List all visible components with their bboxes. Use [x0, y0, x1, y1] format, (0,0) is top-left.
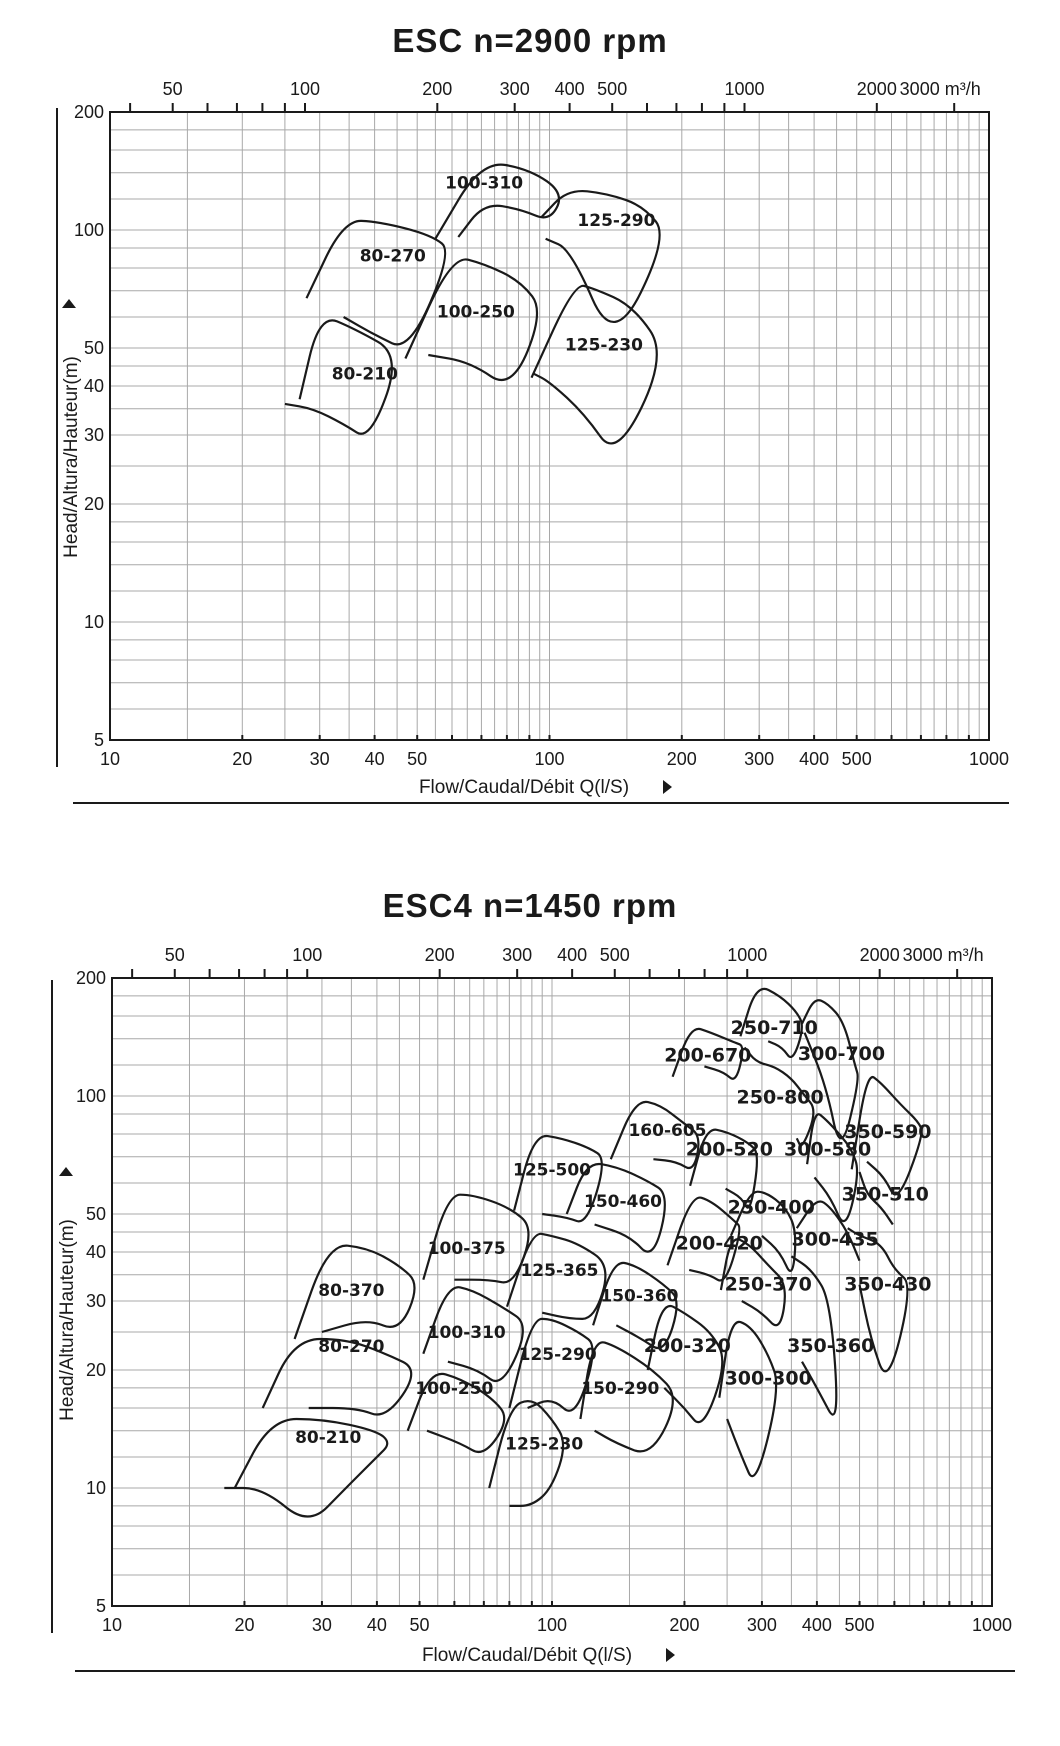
y-tick-label: 200 [73, 102, 104, 122]
x2-tick-label: 2000 [859, 945, 900, 965]
x2-tick-label: 1000 [727, 945, 768, 965]
x-tick-label: 400 [801, 1615, 832, 1635]
y-tick-label: 30 [83, 424, 104, 445]
y-tick-label: 5 [95, 1596, 106, 1616]
x-tick-label: 300 [744, 749, 775, 769]
y-tick-label: 40 [85, 1241, 106, 1262]
y-tick-label: 100 [73, 220, 104, 241]
x-tick-label: 30 [311, 1615, 332, 1635]
pump-label-200-320: 200-320 [643, 1335, 731, 1358]
x-tick-label: 300 [746, 1615, 777, 1635]
pump-label-125-290: 125-290 [577, 211, 656, 232]
y-tick-label: 100 [75, 1086, 106, 1107]
y-tick-label: 20 [85, 1359, 106, 1380]
y-tick-label: 200 [75, 968, 106, 988]
pump-label-300-580: 300-580 [783, 1138, 872, 1161]
pump-label-200-420: 200-420 [675, 1232, 763, 1255]
pump-label-125-365: 125-365 [520, 1260, 599, 1281]
pump-label-100-250: 100-250 [415, 1378, 494, 1399]
x-tick-label: 40 [366, 1615, 387, 1635]
x-tick-label: 10 [99, 749, 121, 769]
x-axis-title: Flow/Caudal/Débit Q(l/S) [418, 777, 630, 798]
x2-tick-label: 50 [164, 945, 185, 965]
pump-label-125-290: 125-290 [518, 1344, 597, 1365]
x2-tick-label: 500 [597, 79, 628, 99]
x-tick-label: 40 [364, 749, 385, 769]
chart-esc4-1450 [52, 887, 1015, 1671]
x2-tick-label: 100 [289, 79, 321, 99]
grid [110, 112, 989, 740]
x2-tick-label: 50 [162, 79, 183, 99]
x2-tick-label: 100 [292, 945, 323, 965]
pump-label-125-500: 125-500 [512, 1160, 592, 1181]
x-tick-label: 10 [101, 1615, 123, 1635]
x2-tick-label: 3000 m³/h [902, 945, 984, 965]
y-axis [76, 968, 106, 1616]
pump-label-150-460: 150-460 [583, 1191, 663, 1212]
pump-label-80-210: 80-210 [331, 364, 398, 385]
pump-label-350-360: 350-360 [787, 1335, 875, 1358]
pump-label-80-370: 80-370 [318, 1280, 385, 1301]
y-tick-label: 5 [93, 730, 104, 750]
x2-tick-label: 400 [557, 945, 588, 965]
x-tick-label: 30 [309, 749, 330, 769]
y-tick-label: 40 [83, 375, 104, 396]
chart-esc-2900 [57, 22, 1009, 803]
x2-tick-label: 3000 m³/h [899, 79, 981, 99]
y-tick-label: 50 [83, 338, 104, 359]
pump-label-250-370: 250-370 [724, 1273, 812, 1296]
x-tick-label: 500 [841, 749, 872, 769]
x2-tick-label: 300 [499, 79, 530, 99]
x-axis-title: Flow/Caudal/Débit Q(l/S) [421, 1645, 633, 1666]
x2-tick-label: 400 [554, 79, 585, 99]
pump-label-80-270: 80-270 [359, 246, 426, 267]
pump-label-200-670: 200-670 [664, 1044, 752, 1067]
x-tick-label: 50 [407, 749, 428, 769]
x2-tick-label: 1000 [724, 79, 765, 99]
pump-label-350-590: 350-590 [844, 1120, 932, 1143]
pump-label-150-290: 150-290 [581, 1378, 660, 1399]
x2-tick-label: 500 [599, 945, 630, 965]
y-axis-title: Head/Altura/Hauteur(m) [61, 356, 82, 558]
x-tick-label: 1000 [971, 1615, 1013, 1635]
x2-tick-label: 200 [424, 945, 455, 965]
y-axis-arrow-icon [62, 299, 76, 308]
x-tick-label: 100 [536, 1615, 568, 1635]
y-tick-label: 10 [85, 1477, 106, 1498]
x-tick-label: 500 [844, 1615, 875, 1635]
chart-title: ESC n=2900 rpm [392, 22, 668, 59]
pump-region-125-230 [532, 286, 657, 444]
x-tick-label: 200 [669, 1615, 700, 1635]
y-tick-label: 50 [85, 1204, 106, 1225]
y-tick-label: 30 [85, 1290, 106, 1311]
y-tick-label: 20 [83, 493, 104, 514]
pump-label-250-800: 250-800 [736, 1086, 824, 1109]
pump-label-300-300: 300-300 [724, 1367, 812, 1390]
pump-region-80-270 [307, 221, 446, 344]
pump-label-250-400: 250-400 [727, 1196, 815, 1219]
pump-label-125-230: 125-230 [564, 335, 643, 356]
x-tick-label: 1000 [968, 749, 1010, 769]
pump-label-100-310: 100-310 [427, 1323, 506, 1344]
chart-title: ESC4 n=1450 rpm [382, 887, 678, 924]
pump-label-100-310: 100-310 [445, 173, 524, 194]
x-axis-top [130, 79, 981, 112]
x-axis-arrow-icon [663, 780, 672, 794]
x-tick-label: 50 [409, 1615, 430, 1635]
pump-label-350-430: 350-430 [844, 1273, 932, 1296]
pump-label-80-210: 80-210 [295, 1427, 362, 1448]
pump-label-300-700: 300-700 [797, 1042, 886, 1065]
pump-label-200-520: 200-520 [685, 1138, 773, 1161]
pump-label-250-710: 250-710 [730, 1017, 818, 1040]
x2-tick-label: 300 [502, 945, 533, 965]
pump-label-160-605: 160-605 [628, 1120, 707, 1141]
y-axis-arrow-icon [59, 1167, 73, 1176]
x-axis-top [132, 945, 984, 978]
x-tick-label: 400 [799, 749, 830, 769]
pump-label-100-250: 100-250 [436, 302, 515, 323]
pump-label-125-230: 125-230 [505, 1434, 584, 1455]
x-tick-label: 20 [234, 1615, 255, 1635]
y-axis-title: Head/Altura/Hauteur(m) [57, 1219, 78, 1421]
x-tick-label: 100 [534, 749, 565, 769]
y-tick-label: 10 [83, 611, 104, 632]
x-tick-label: 200 [666, 749, 697, 769]
pump-label-150-360: 150-360 [600, 1286, 679, 1307]
x2-tick-label: 2000 [856, 79, 897, 99]
x-tick-label: 20 [232, 749, 253, 769]
pump-label-350-510: 350-510 [841, 1183, 929, 1206]
pump-region-200-320 [648, 1306, 723, 1422]
pump-label-100-375: 100-375 [427, 1238, 506, 1259]
pump-label-80-270: 80-270 [318, 1337, 385, 1358]
x-axis-arrow-icon [666, 1648, 675, 1662]
pump-label-300-435: 300-435 [791, 1228, 879, 1251]
x2-tick-label: 200 [422, 79, 453, 99]
